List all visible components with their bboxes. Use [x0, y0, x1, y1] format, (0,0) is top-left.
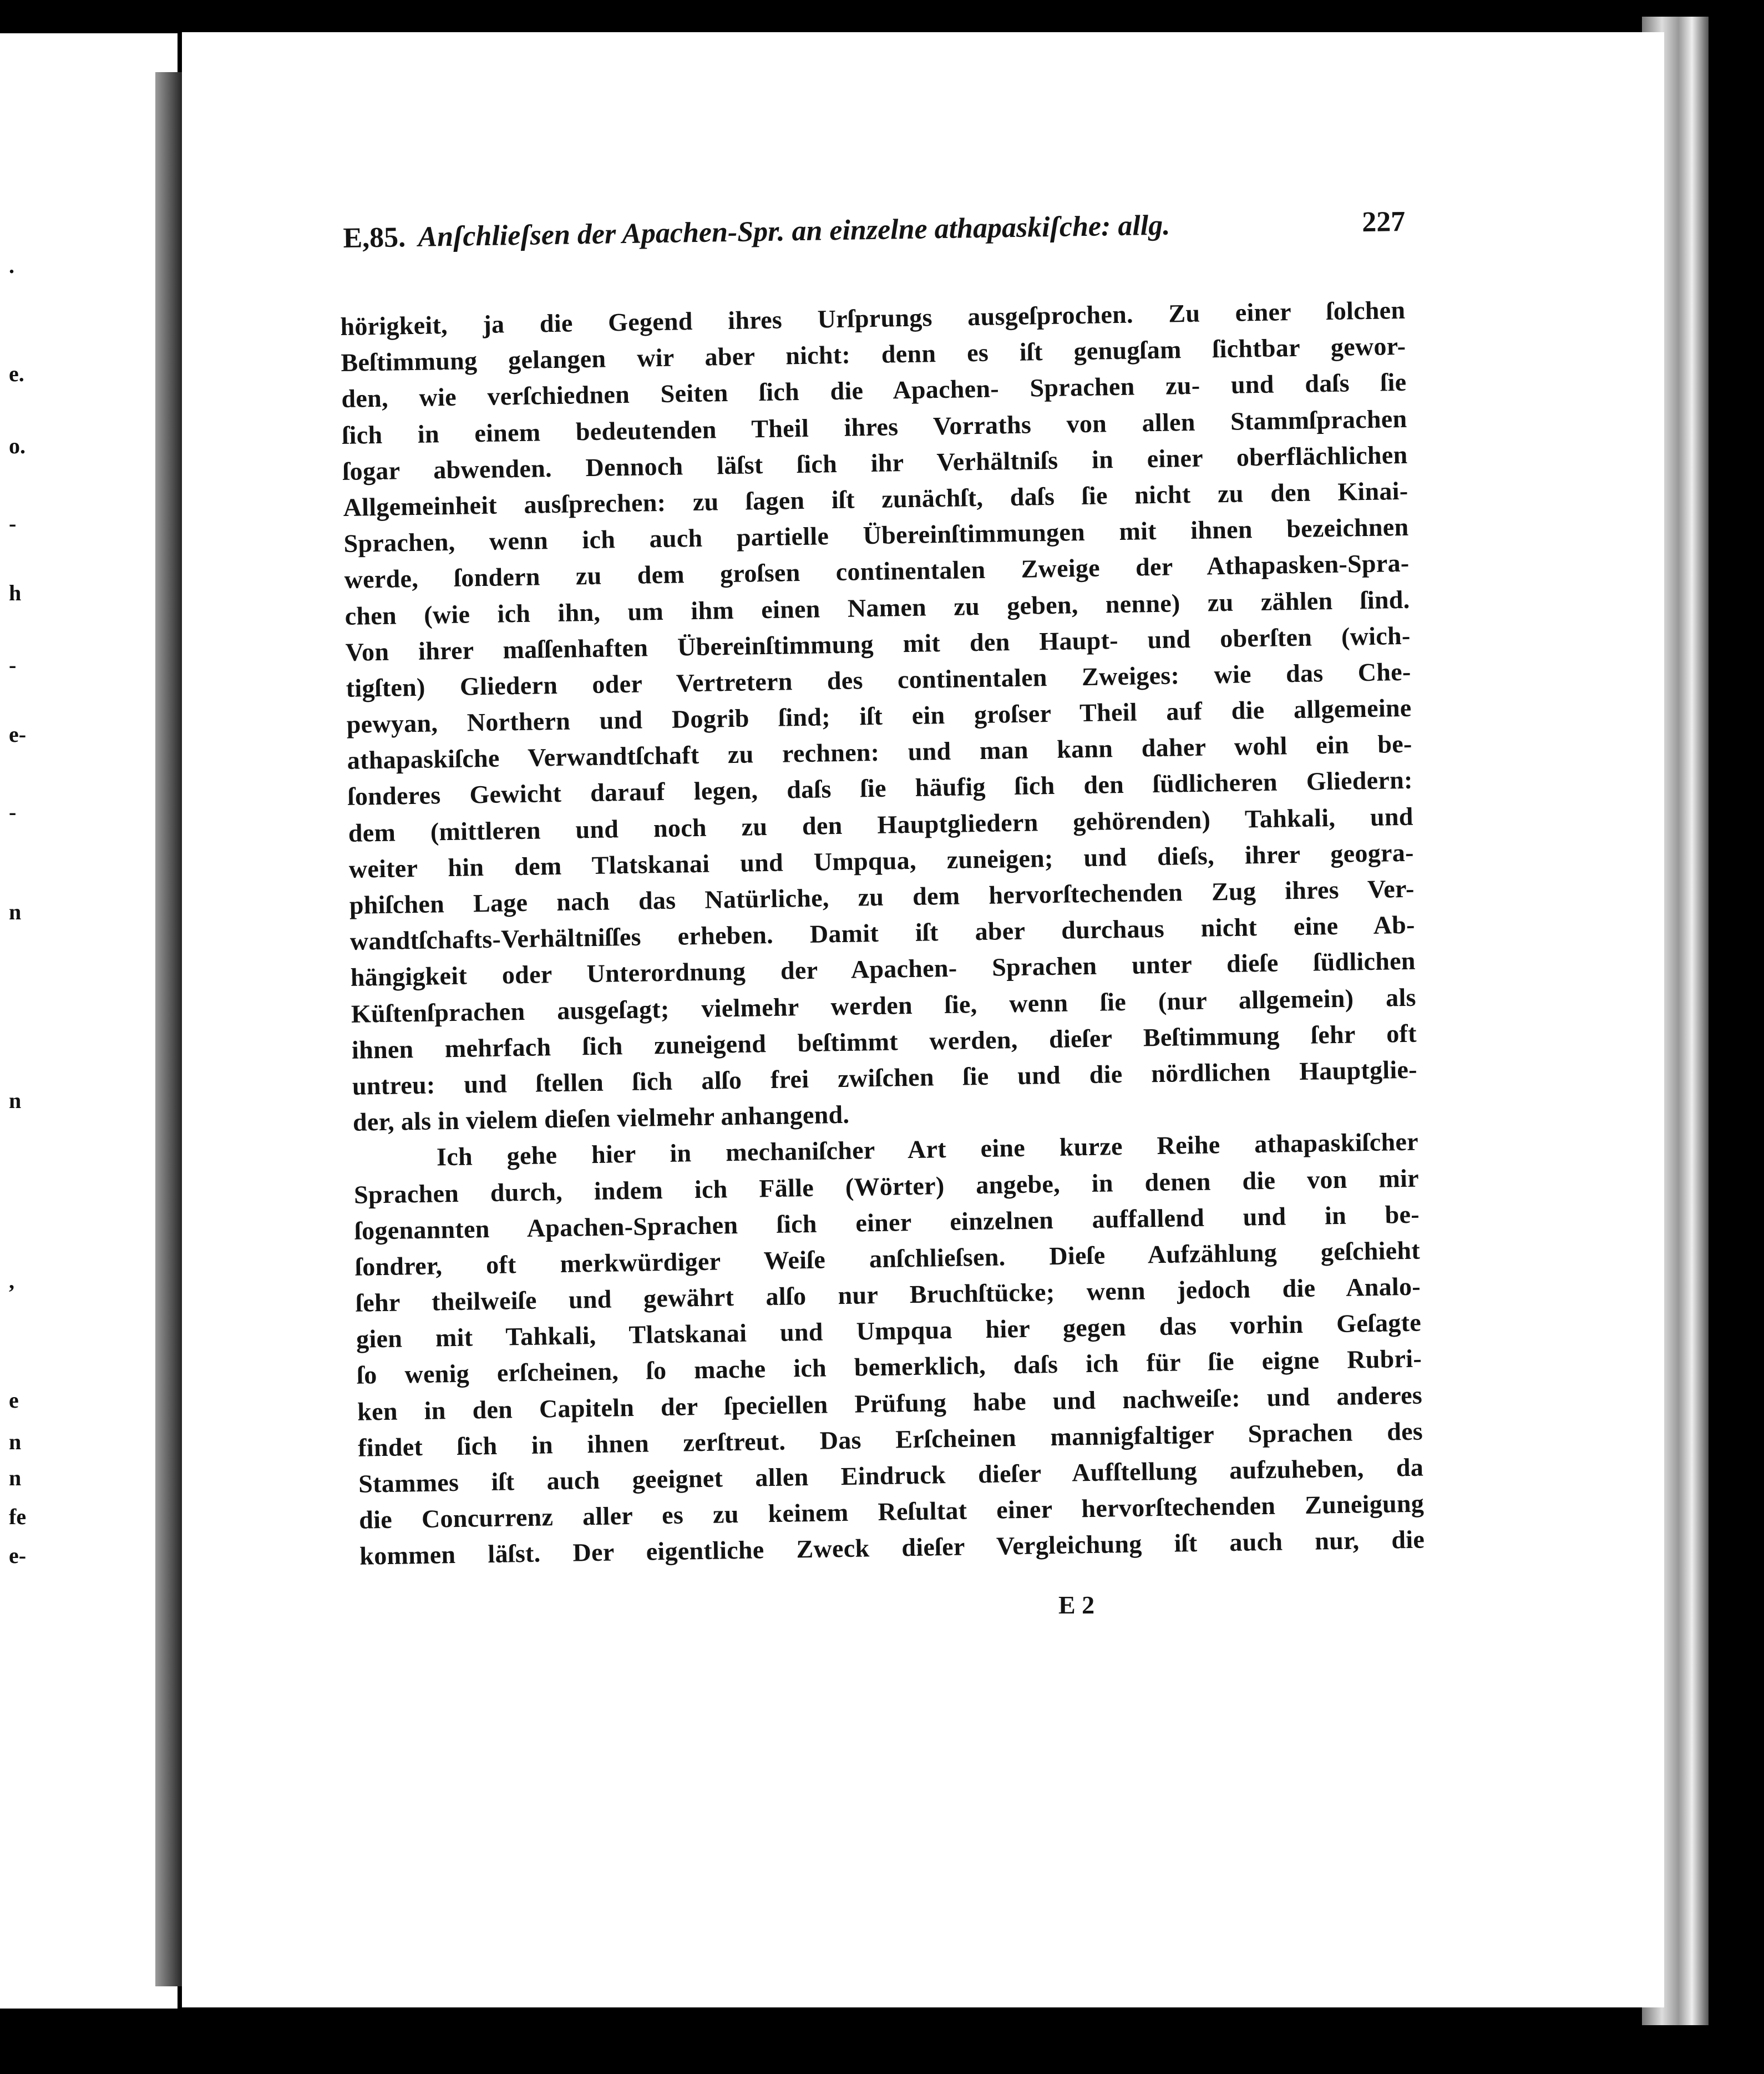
text-line: findet ſich in ihnen zerſtreut. Das Erſcheinen mannigfaltiger Sprachen des	[357, 1417, 1423, 1462]
text-line: untreu: und ſtellen ſich alſo frei zwiſchen ſie und die nördlichen Hauptglie-	[352, 1055, 1418, 1100]
margin-char: n	[9, 1465, 22, 1490]
text-line: Ich gehe hier in mechaniſcher Art eine kurze Reihe athapaskiſcher	[436, 1127, 1419, 1171]
body-text	[340, 292, 1425, 1574]
printer-signature-mark: E 2	[1058, 1591, 1095, 1619]
text-line: ſogar abwenden. Dennoch läſst ſich ihr Verhältniſs in einer oberflächlichen	[342, 440, 1408, 485]
book-page	[182, 32, 1664, 2007]
text-line: der, als in vielem dieſen vielmehr anhangend.	[352, 1100, 850, 1136]
margin-char: ,	[9, 1268, 14, 1293]
text-line: ſondrer, oft merkwürdiger Weiſe anſchlieſsen. Dieſe Aufzählung geſchieht	[354, 1236, 1421, 1281]
running-title: Anſchlieſsen der Apachen-Spr. an einzelne athapaskiſche: allg.	[417, 209, 1170, 253]
margin-char: e-	[9, 722, 27, 747]
section-number: E,85.	[343, 221, 406, 254]
text-line: Beſtimmung gelangen wir aber nicht: denn es iſt genugſam ſichtbar gewor-	[341, 332, 1406, 377]
margin-char: .	[9, 253, 14, 278]
text-line: gien mit Tahkali, Tlatskanai und Umpqua hier gegen das vorhin Geſagte	[356, 1308, 1422, 1354]
text-line: Sprachen, wenn ich auch partielle Übereinſtimmungen mit ihnen bezeichnen	[343, 512, 1409, 558]
text-line: kommen läſst. Der eigentliche Zweck dieſer Vergleichung iſt auch nur, die	[359, 1525, 1425, 1571]
text-line: den, wie verſchiednen Seiten ſich die Apachen- Sprachen zu- und daſs ſie	[341, 368, 1407, 413]
margin-char: h	[9, 580, 22, 605]
margin-char: n	[9, 899, 22, 924]
text-line: tigſten) Gliedern oder Vertretern des continentalen Zweiges: wie das Che-	[346, 657, 1411, 702]
margin-char: fe	[9, 1504, 27, 1529]
margin-char: n	[9, 1088, 22, 1113]
text-line: ſich in einem bedeutenden Theil ihres Vorraths von allen Stammſprachen	[342, 404, 1407, 449]
margin-char: -	[9, 800, 17, 824]
text-line: hörigkeit, ja die Gegend ihres Urſprungs ausgeſprochen. Zu einer ſolchen	[340, 295, 1406, 341]
text-line: phiſchen Lage nach das Natürliche, zu dem hervorſtechenden Zug ihres Ver-	[349, 874, 1415, 919]
page-number: 227	[1361, 205, 1406, 239]
text-line: ihnen mehrfach ſich zuneigend beſtimmt werden, dieſer Beſtimmung ſehr oft	[351, 1019, 1417, 1064]
text-line: ſehr theilweiſe und gewährt alſo nur Bruchſtücke; wenn jedoch die Analo-	[355, 1272, 1421, 1317]
margin-char: o.	[9, 433, 26, 458]
text-line: ſo wenig erſcheinen, ſo mache ich bemerklich, daſs ich für ſie eigne Rubri-	[356, 1344, 1422, 1390]
margin-char: n	[9, 1429, 22, 1454]
text-line: pewyan, Northern und Dogrib ſind; iſt ein groſser Theil auf die allgemeine	[346, 693, 1412, 738]
text-line: weiter hin dem Tlatskanai und Umpqua, zuneigen; und dieſs, ihrer geogra-	[348, 838, 1415, 883]
text-line: werde, ſondern zu dem groſsen continentalen Zweige der Athapasken-Spra-	[344, 549, 1410, 594]
facing-page-edge	[0, 33, 178, 2009]
text-line: ken in den Capiteln der ſpeciellen Prüfung habe und nachweiſe: und anderes	[357, 1380, 1423, 1426]
text-line: Küſtenſprachen ausgeſagt; vielmehr werden ſie, wenn ſie (nur allgemein) als	[351, 983, 1417, 1028]
margin-char: e	[9, 1388, 19, 1413]
margin-char: -	[9, 652, 17, 677]
text-line: hängigkeit oder Unterordnung der Apachen- Sprachen unter dieſe ſüdlichen	[350, 947, 1416, 992]
text-line: ſonderes Gewicht darauf legen, daſs ſie häufig ſich den ſüdlicheren Gliedern:	[347, 766, 1413, 811]
text-line: wandtſchafts-Verhältniſſes erheben. Damit iſt aber durchaus nicht eine Ab-	[349, 910, 1416, 956]
text-line: ſogenannten Apachen-Sprachen ſich einer einzelnen auffallend und in be-	[354, 1200, 1420, 1245]
text-line: athapaskiſche Verwandtſchaft zu rechnen: und man kann daher wohl ein be-	[347, 729, 1412, 775]
text-line: chen (wie ich ihn, um ihm einen Namen zu geben, nenne) zu zählen ſind.	[344, 585, 1410, 630]
text-line: Stammes iſt auch geeignet allen Eindruck dieſer Aufſtellung aufzuheben, da	[358, 1453, 1424, 1498]
text-line: Allgemeinheit ausſprechen: zu ſagen iſt zunächſt, daſs ſie nicht zu den Kinai-	[343, 476, 1408, 522]
text-line: die Concurrenz aller es zu keinem Reſultat einer hervorſtechenden Zuneigung	[358, 1489, 1425, 1534]
text-line: Von ihrer maſſenhaften Übereinſtimmung mit den Haupt- und oberſten (wich-	[345, 621, 1411, 666]
margin-char: e.	[9, 361, 24, 386]
margin-char: e-	[9, 1543, 27, 1568]
margin-char: -	[9, 511, 17, 536]
running-header	[343, 205, 1406, 261]
text-line: dem (mittleren und noch zu den Hauptgliedern gehörenden) Tahkali, und	[348, 802, 1414, 847]
text-line: Sprachen durch, indem ich Fälle (Wörter) angebe, in denen die von mir	[353, 1164, 1420, 1209]
